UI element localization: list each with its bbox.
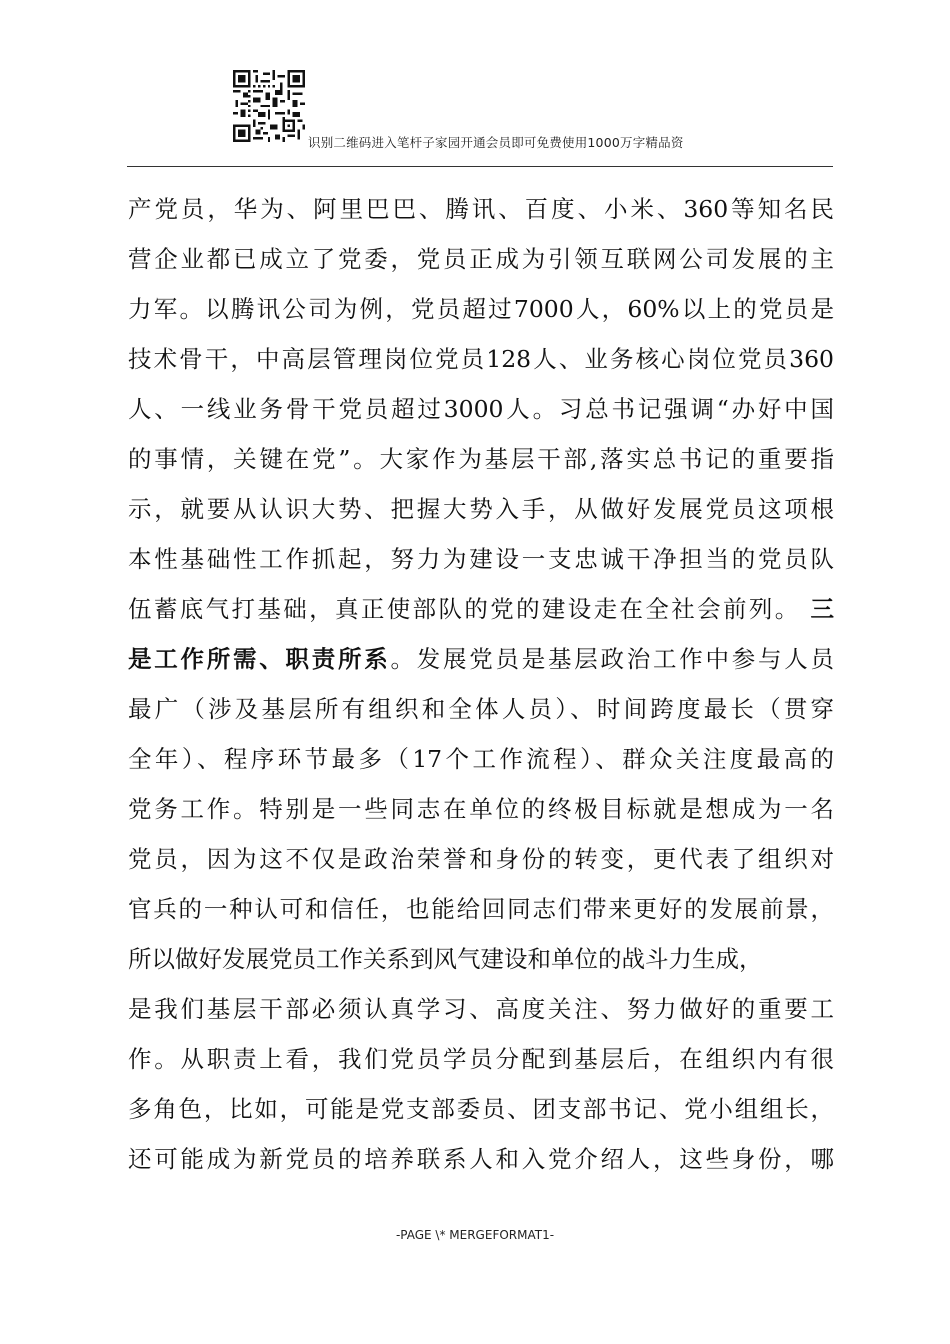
text-line: 作。从职责上看，我们党员学员分配到基层后，在组织内有很 (128, 1045, 834, 1073)
text-line: 所以做好发展党员工作关系到风气建设和单位的战斗力生成， (128, 945, 763, 973)
page-number-field: -PAGE \* MERGEFORMAT1- (395, 1228, 555, 1242)
text-line: 是我们基层干部必须认真学习、高度关注、努力做好的重要工 (128, 995, 834, 1023)
text-line: 人、一线业务骨干党员超过3000人。习总书记强调“办好中国 (128, 395, 834, 423)
text-line: 最广（涉及基层所有组织和全体人员）、时间跨度最长（贯穿 (128, 695, 834, 723)
text-line: 产党员，华为、阿里巴巴、腾讯、百度、小米、360等知名民 (128, 195, 834, 223)
text-line: 还可能成为新党员的培养联系人和入党介绍人，这些身份，哪 (128, 1145, 834, 1173)
text-line: 全年）、程序环节最多（17个工作流程）、群众关注度最高的 (128, 745, 834, 773)
text-line: 力军。以腾讯公司为例，党员超过7000人，60%以上的党员是 (128, 295, 834, 323)
text-line: 党务工作。特别是一些同志在单位的终极目标就是想成为一名 (128, 795, 834, 823)
text-segment: 。发展党员是基层政治工作中参与人员 (390, 645, 834, 673)
body-paragraph (128, 184, 834, 1184)
text-line: 技术骨干，中高层管理岗位党员128人、业务核心岗位党员360 (128, 345, 834, 373)
text-line: 官兵的一种认可和信任，也能给回同志们带来更好的发展前景， (128, 895, 834, 923)
text-line (128, 584, 834, 634)
text-line: 多角色，比如，可能是党支部委员、团支部书记、党小组组长， (128, 1095, 834, 1123)
header-divider (127, 166, 833, 167)
text-line: 党员，因为这不仅是政治荣誉和身份的转变，更代表了组织对 (128, 845, 834, 873)
bold-heading: 是工作所需、职责所系 (128, 645, 391, 673)
text-line: 的事情，关键在党”。大家作为基层干部,落实总书记的重要指 (128, 445, 834, 473)
text-segment: 伍蓄底气打基础，真正使部队的党的建设走在全社会前列。 (128, 595, 801, 623)
bold-heading-start: 三 (810, 595, 834, 623)
header-qr-note: 识别二维码进入笔杆子家园开通会员即可免费使用1000万字精品资 (308, 135, 684, 150)
text-line: 本性基础性工作抓起，努力为建设一支忠诚干净担当的党员队 (128, 545, 834, 573)
text-line: 示，就要从认识大势、把握大势入手，从做好发展党员这项根 (128, 495, 834, 523)
qr-code-image (233, 70, 305, 142)
text-line: 营企业都已成立了党委，党员正成为引领互联网公司发展的主 (128, 245, 834, 273)
text-line (128, 634, 834, 684)
